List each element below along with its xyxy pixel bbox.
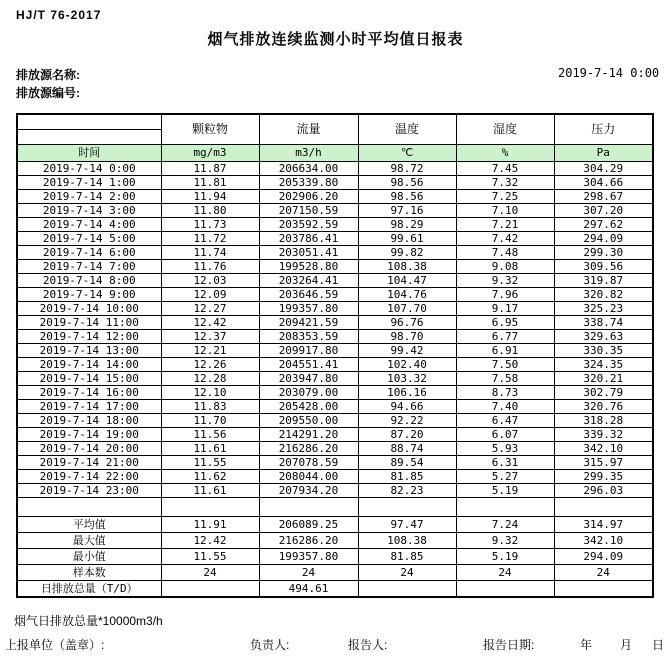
col-header-particulate: 颗粒物 (161, 114, 259, 145)
value-cell: 12.26 (161, 358, 259, 372)
value-cell: 11.62 (161, 470, 259, 484)
col-header-humidity: 湿度 (456, 114, 554, 145)
value-cell: 330.35 (554, 344, 653, 358)
col-header-flow: 流量 (259, 114, 358, 145)
value-cell: 325.23 (554, 302, 653, 316)
value-cell: 298.67 (554, 190, 653, 204)
value-cell: 11.80 (161, 204, 259, 218)
value-cell: 207934.20 (259, 484, 358, 498)
value-cell: 98.72 (358, 162, 456, 176)
value-cell: 7.96 (456, 288, 554, 302)
value-cell: 6.31 (456, 456, 554, 470)
value-cell: 307.20 (554, 204, 653, 218)
value-cell: 98.70 (358, 330, 456, 344)
unit-humidity: % (456, 145, 554, 162)
value-cell: 203646.59 (259, 288, 358, 302)
value-cell: 11.55 (161, 456, 259, 470)
value-cell: 304.29 (554, 162, 653, 176)
source-id-label: 排放源编号: (16, 86, 80, 100)
value-cell: 24 (161, 565, 259, 581)
value-cell: 24 (456, 565, 554, 581)
value-cell: 329.63 (554, 330, 653, 344)
row-label-cell (17, 498, 161, 517)
value-cell: 11.74 (161, 246, 259, 260)
table-row (17, 274, 653, 288)
responsible-person-label: 负责人: (250, 638, 290, 652)
value-cell (358, 498, 456, 517)
row-label-cell: 2019-7-14 5:00 (17, 232, 161, 246)
value-cell: 97.16 (358, 204, 456, 218)
value-cell: 199528.80 (259, 260, 358, 274)
summary-row (17, 533, 653, 549)
row-label-cell: 2019-7-14 14:00 (17, 358, 161, 372)
value-cell: 294.09 (554, 549, 653, 565)
row-label-cell: 2019-7-14 2:00 (17, 190, 161, 204)
value-cell (358, 581, 456, 598)
unit-particulate: mg/m3 (161, 145, 259, 162)
table-row (17, 288, 653, 302)
value-cell: 6.47 (456, 414, 554, 428)
value-cell: 99.42 (358, 344, 456, 358)
value-cell: 309.56 (554, 260, 653, 274)
value-cell: 6.07 (456, 428, 554, 442)
value-cell: 12.27 (161, 302, 259, 316)
value-cell: 9.08 (456, 260, 554, 274)
value-cell: 209917.80 (259, 344, 358, 358)
value-cell: 206089.25 (259, 517, 358, 533)
row-label-cell: 2019-7-14 9:00 (17, 288, 161, 302)
table-row (17, 218, 653, 232)
value-cell: 6.95 (456, 316, 554, 330)
row-label-cell: 2019-7-14 6:00 (17, 246, 161, 260)
value-cell: 299.35 (554, 470, 653, 484)
row-label-cell: 2019-7-14 4:00 (17, 218, 161, 232)
row-label-cell: 2019-7-14 15:00 (17, 372, 161, 386)
value-cell: 208353.59 (259, 330, 358, 344)
value-cell: 342.10 (554, 442, 653, 456)
value-cell: 203947.80 (259, 372, 358, 386)
value-cell: 216286.20 (259, 442, 358, 456)
value-cell: 209550.00 (259, 414, 358, 428)
table-row (17, 302, 653, 316)
table-row (17, 456, 653, 470)
value-cell: 98.29 (358, 218, 456, 232)
value-cell (161, 581, 259, 598)
value-cell: 81.85 (358, 470, 456, 484)
value-cell: 11.61 (161, 484, 259, 498)
value-cell: 318.28 (554, 414, 653, 428)
table-row (17, 260, 653, 274)
value-cell: 104.47 (358, 274, 456, 288)
value-cell: 94.66 (358, 400, 456, 414)
table-row (17, 358, 653, 372)
spacer-row (17, 498, 653, 517)
table-row (17, 204, 653, 218)
value-cell: 104.76 (358, 288, 456, 302)
value-cell: 12.37 (161, 330, 259, 344)
row-label-cell: 2019-7-14 12:00 (17, 330, 161, 344)
table-row (17, 330, 653, 344)
value-cell: 24 (259, 565, 358, 581)
value-cell: 203079.00 (259, 386, 358, 400)
row-label-cell: 2019-7-14 3:00 (17, 204, 161, 218)
row-label-cell: 2019-7-14 19:00 (17, 428, 161, 442)
table-row (17, 316, 653, 330)
value-cell: 82.23 (358, 484, 456, 498)
value-cell: 297.62 (554, 218, 653, 232)
value-cell: 7.24 (456, 517, 554, 533)
value-cell: 304.66 (554, 176, 653, 190)
row-label-cell: 2019-7-14 1:00 (17, 176, 161, 190)
value-cell: 89.54 (358, 456, 456, 470)
value-cell: 203592.59 (259, 218, 358, 232)
table-row (17, 190, 653, 204)
time-header: 时间 (17, 145, 161, 162)
value-cell: 12.21 (161, 344, 259, 358)
value-cell: 5.93 (456, 442, 554, 456)
value-cell: 203786.41 (259, 232, 358, 246)
value-cell: 11.73 (161, 218, 259, 232)
row-label-cell: 2019-7-14 16:00 (17, 386, 161, 400)
header-row-pollutants (17, 114, 653, 130)
table-row (17, 232, 653, 246)
value-cell: 205339.80 (259, 176, 358, 190)
table-row (17, 246, 653, 260)
value-cell (456, 498, 554, 517)
value-cell: 11.81 (161, 176, 259, 190)
value-cell: 99.61 (358, 232, 456, 246)
value-cell: 11.76 (161, 260, 259, 274)
value-cell: 214291.20 (259, 428, 358, 442)
report-unit-label: 上报单位（盖章）: (5, 638, 105, 652)
value-cell: 12.42 (161, 533, 259, 549)
value-cell: 299.30 (554, 246, 653, 260)
value-cell (456, 581, 554, 598)
report-date-label: 报告日期: (483, 638, 535, 652)
value-cell: 12.10 (161, 386, 259, 400)
value-cell: 12.09 (161, 288, 259, 302)
col-header-pressure: 压力 (554, 114, 653, 145)
value-cell: 24 (554, 565, 653, 581)
summary-row (17, 565, 653, 581)
value-cell: 11.61 (161, 442, 259, 456)
value-cell: 320.82 (554, 288, 653, 302)
value-cell: 12.42 (161, 316, 259, 330)
table-row (17, 344, 653, 358)
value-cell: 11.83 (161, 400, 259, 414)
row-label-cell: 2019-7-14 8:00 (17, 274, 161, 288)
value-cell: 88.74 (358, 442, 456, 456)
value-cell: 296.03 (554, 484, 653, 498)
value-cell: 7.40 (456, 400, 554, 414)
value-cell (554, 498, 653, 517)
table-row (17, 414, 653, 428)
row-label-cell: 2019-7-14 0:00 (17, 162, 161, 176)
flue-gas-total-note: 烟气日排放总量*10000m3/h (14, 614, 163, 628)
value-cell: 12.03 (161, 274, 259, 288)
value-cell: 102.40 (358, 358, 456, 372)
value-cell: 203051.41 (259, 246, 358, 260)
value-cell: 206634.00 (259, 162, 358, 176)
value-cell: 11.87 (161, 162, 259, 176)
value-cell: 204551.41 (259, 358, 358, 372)
value-cell: 7.48 (456, 246, 554, 260)
row-label-cell: 样本数 (17, 565, 161, 581)
table-row (17, 162, 653, 176)
row-label-cell: 2019-7-14 10:00 (17, 302, 161, 316)
value-cell: 202906.20 (259, 190, 358, 204)
value-cell: 494.61 (259, 581, 358, 598)
table-row (17, 386, 653, 400)
hourly-average-table (16, 113, 654, 598)
value-cell: 338.74 (554, 316, 653, 330)
row-label-cell: 2019-7-14 20:00 (17, 442, 161, 456)
value-cell: 319.87 (554, 274, 653, 288)
value-cell: 96.76 (358, 316, 456, 330)
value-cell: 8.73 (456, 386, 554, 400)
value-cell: 11.72 (161, 232, 259, 246)
value-cell: 199357.80 (259, 549, 358, 565)
row-label-cell: 平均值 (17, 517, 161, 533)
value-cell: 108.38 (358, 260, 456, 274)
value-cell: 24 (358, 565, 456, 581)
row-label-cell: 2019-7-14 7:00 (17, 260, 161, 274)
row-label-cell: 2019-7-14 22:00 (17, 470, 161, 484)
value-cell: 87.20 (358, 428, 456, 442)
value-cell: 205428.00 (259, 400, 358, 414)
value-cell: 7.58 (456, 372, 554, 386)
row-label-cell: 2019-7-14 23:00 (17, 484, 161, 498)
unit-header-row (17, 145, 653, 162)
table-row (17, 470, 653, 484)
value-cell: 5.19 (456, 484, 554, 498)
value-cell: 7.25 (456, 190, 554, 204)
col-header-temperature: 温度 (358, 114, 456, 145)
doc-standard-code: HJ/T 76-2017 (16, 8, 102, 22)
value-cell: 98.56 (358, 176, 456, 190)
value-cell: 98.56 (358, 190, 456, 204)
unit-flow: m3/h (259, 145, 358, 162)
value-cell: 92.22 (358, 414, 456, 428)
table-row (17, 372, 653, 386)
table-row (17, 428, 653, 442)
page-title: 烟气排放连续监测小时平均值日报表 (207, 31, 464, 48)
table-row (17, 484, 653, 498)
source-name-label: 排放源名称: (16, 68, 80, 82)
time-header-split-bottom (17, 130, 161, 145)
value-cell: 11.56 (161, 428, 259, 442)
value-cell: 207078.59 (259, 456, 358, 470)
row-label-cell: 最大值 (17, 533, 161, 549)
day-label: 日 (652, 638, 665, 652)
value-cell: 11.55 (161, 549, 259, 565)
value-cell (161, 498, 259, 517)
value-cell: 7.45 (456, 162, 554, 176)
value-cell: 208044.00 (259, 470, 358, 484)
value-cell (259, 498, 358, 517)
value-cell: 324.35 (554, 358, 653, 372)
value-cell: 7.42 (456, 232, 554, 246)
value-cell: 209421.59 (259, 316, 358, 330)
value-cell: 9.32 (456, 533, 554, 549)
value-cell: 107.70 (358, 302, 456, 316)
value-cell: 5.27 (456, 470, 554, 484)
value-cell: 108.38 (358, 533, 456, 549)
row-label-cell: 2019-7-14 11:00 (17, 316, 161, 330)
reporter-label: 报告人: (348, 638, 388, 652)
value-cell: 11.91 (161, 517, 259, 533)
value-cell: 199357.80 (259, 302, 358, 316)
row-label-cell: 2019-7-14 18:00 (17, 414, 161, 428)
value-cell: 320.76 (554, 400, 653, 414)
value-cell: 97.47 (358, 517, 456, 533)
value-cell: 9.32 (456, 274, 554, 288)
value-cell: 207150.59 (259, 204, 358, 218)
table-row (17, 400, 653, 414)
value-cell: 342.10 (554, 533, 653, 549)
value-cell: 294.09 (554, 232, 653, 246)
unit-temperature: ℃ (358, 145, 456, 162)
row-label-cell: 最小值 (17, 549, 161, 565)
value-cell: 7.50 (456, 358, 554, 372)
value-cell: 9.17 (456, 302, 554, 316)
summary-row (17, 581, 653, 598)
value-cell: 103.32 (358, 372, 456, 386)
value-cell: 99.82 (358, 246, 456, 260)
value-cell: 7.10 (456, 204, 554, 218)
month-label: 月 (620, 638, 633, 652)
summary-row (17, 549, 653, 565)
value-cell: 5.19 (456, 549, 554, 565)
value-cell: 314.97 (554, 517, 653, 533)
unit-pressure: Pa (554, 145, 653, 162)
value-cell: 315.97 (554, 456, 653, 470)
year-label: 年 (580, 638, 593, 652)
value-cell: 7.21 (456, 218, 554, 232)
value-cell: 81.85 (358, 549, 456, 565)
row-label-cell: 2019-7-14 21:00 (17, 456, 161, 470)
summary-row (17, 517, 653, 533)
value-cell (554, 581, 653, 598)
row-label-cell: 2019-7-14 17:00 (17, 400, 161, 414)
table-row (17, 442, 653, 456)
time-header-split-top (17, 114, 161, 130)
value-cell: 320.21 (554, 372, 653, 386)
value-cell: 6.91 (456, 344, 554, 358)
value-cell: 11.70 (161, 414, 259, 428)
value-cell: 12.28 (161, 372, 259, 386)
value-cell: 106.16 (358, 386, 456, 400)
value-cell: 302.79 (554, 386, 653, 400)
table-row (17, 176, 653, 190)
value-cell: 11.94 (161, 190, 259, 204)
row-label-cell: 2019-7-14 13:00 (17, 344, 161, 358)
value-cell: 339.32 (554, 428, 653, 442)
value-cell: 6.77 (456, 330, 554, 344)
value-cell: 203264.41 (259, 274, 358, 288)
value-cell: 7.32 (456, 176, 554, 190)
row-label-cell: 日排放总量（T/D） (17, 581, 161, 598)
report-datetime: 2019-7-14 0:00 (558, 66, 660, 80)
value-cell: 216286.20 (259, 533, 358, 549)
